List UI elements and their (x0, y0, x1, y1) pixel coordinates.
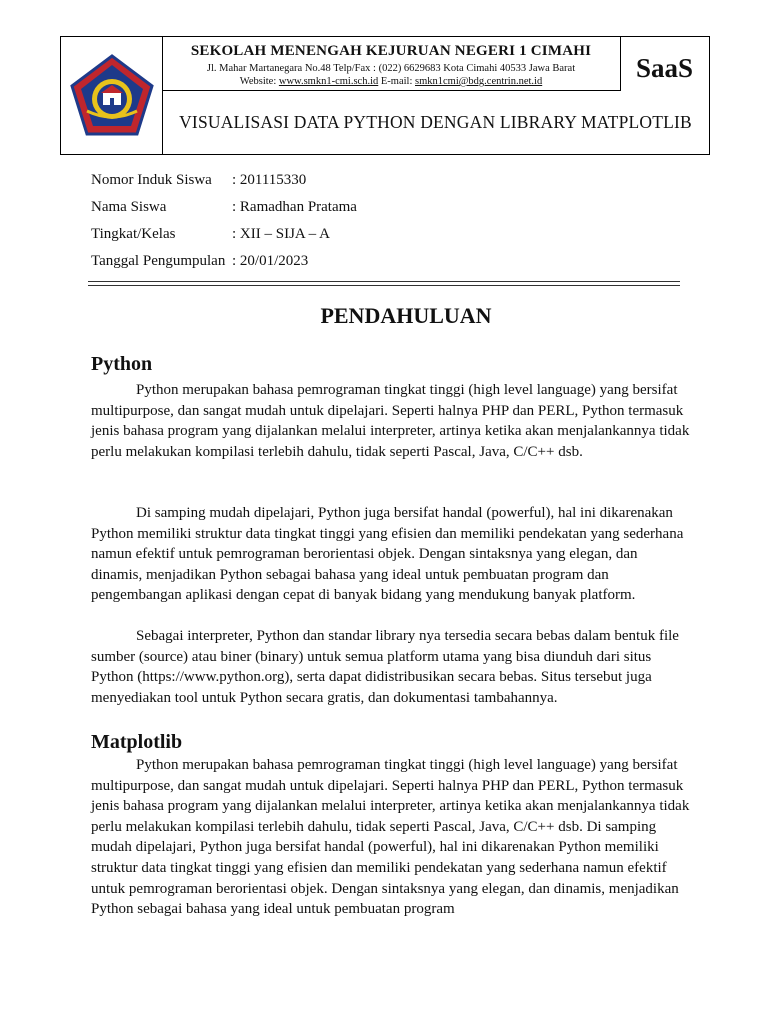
email-label: E-mail: (378, 76, 415, 87)
student-info (91, 172, 357, 280)
info-label: Nomor Induk Siswa (91, 172, 212, 188)
section-title-python: Python (91, 353, 153, 375)
document-header (60, 36, 710, 155)
school-info (162, 37, 621, 91)
email-link[interactable]: smkn1cmi@bdg.centrin.net.id (415, 76, 543, 87)
paragraph: Python merupakan bahasa pemrograman tingkat tinggi (high level language) yang bersifat multipurpose, dan sangat mudah untuk dipelajari. Seperti halnya PHP dan PERL, Python termasuk jenis bahasa program yang dijalankan melalui interpreter, artinya ketika akan menjalankannya tidak perlu melakukan kompilasi terlebih dahulu, tidak seperti Pascal, Java, C/C++ dsb. (91, 382, 690, 460)
paragraph: Sebagai interpreter, Python dan standar library nya tersedia secara bebas dalam bentuk file sumber (source) atau biner (binary) untuk semua platform utama yang bisa diunduh dari situs Python (https://www.python.org), serta dapat didistribusikan secara bebas. Situs tersebut juga menyediakan tool untuk Python secara gratis, dan dokumentasi tambahannya. (91, 628, 679, 706)
info-row (91, 226, 357, 253)
divider (88, 281, 680, 286)
school-name: SEKOLAH MENENGAH KEJURUAN NEGERI 1 CIMAHI (190, 43, 592, 59)
info-value: : 20/01/2023 (232, 253, 309, 269)
info-row (91, 199, 357, 226)
saas-badge: SaaS (635, 52, 694, 83)
logo-cell (61, 37, 163, 154)
info-value: : 201115330 (232, 172, 307, 188)
info-value: : XII – SIJA – A (232, 226, 330, 242)
info-row (91, 172, 357, 199)
website-link[interactable]: www.smkn1-cmi.sch.id (278, 76, 379, 87)
paragraph: Di samping mudah dipelajari, Python juga bersifat handal (powerful), hal ini dikarenakan Python memiliki struktur data tingkat tinggi yang efisien dan memiliki pendekatan yang sederhana namun efektif untuk pemrograman berorientasi objek. Dengan sintaksnya yang elegan, dan dinamis, menjadikan Python sebagai bahasa yang ideal untuk pembuatan program dan pengembangan aplikasi dengan cepat di banyak bidang yang mendukung banyak platform. (91, 505, 684, 604)
info-value: : Ramadhan Pratama (232, 199, 357, 215)
school-address: Jl. Mahar Martanegara No.48 Telp/Fax : (022) 6629683 Kota Cimahi 40533 Jawa Barat (206, 63, 576, 74)
info-label: Tingkat/Kelas (91, 226, 176, 242)
paragraph: Python merupakan bahasa pemrograman tingkat tinggi (high level language) yang bersifat multipurpose, dan sangat mudah untuk dipelajari. Seperti halnya PHP dan PERL, Python termasuk jenis bahasa program yang dijalankan melalui interpreter, artinya ketika akan menjalankannya tidak perlu melakukan kompilasi terlebih dahulu, tidak seperti Pascal, Java, C/C++ dsb. Di samping mudah dipelajari, Python juga bersifat handal (powerful), hal ini dikarenakan Python memiliki struktur data tingkat tinggi yang efisien dan memiliki pendekatan yang sederhana namun efektif untuk pemrograman berorientasi objek. Dengan sintaksnya yang elegan, dan dinamis, menjadikan Python sebagai bahasa yang ideal untuk pembuatan program (91, 757, 690, 918)
school-emblem-icon (69, 53, 155, 139)
info-row (91, 253, 357, 280)
info-label: Nama Siswa (91, 199, 167, 215)
info-label: Tanggal Pengumpulan (91, 253, 226, 269)
document-subject: VISUALISASI DATA PYTHON DENGAN LIBRARY MATPLOTLIB (179, 111, 692, 132)
website-label: Website: (239, 76, 279, 87)
page-title: PENDAHULUAN (320, 303, 492, 328)
school-contact (162, 75, 620, 88)
section-title-matplotlib: Matplotlib (91, 731, 183, 753)
